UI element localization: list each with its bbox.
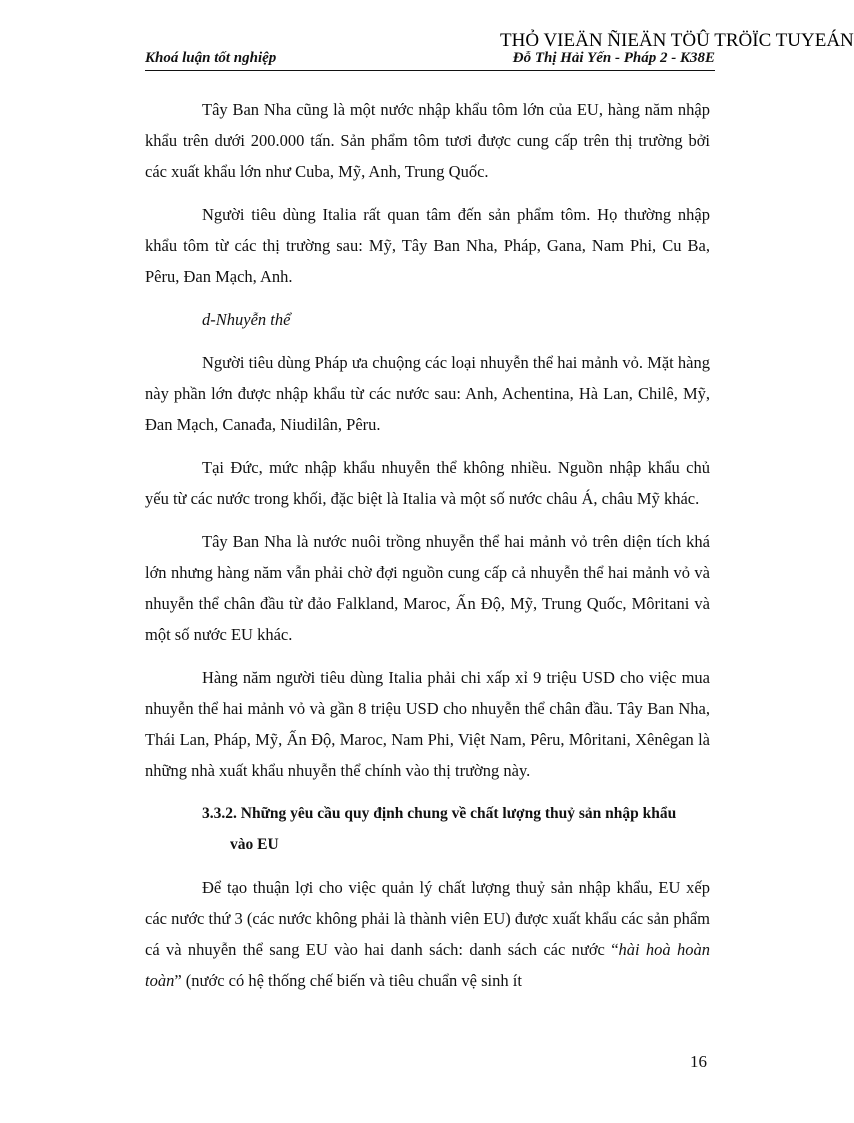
emphasis-text: hài hoà hoàn toàn	[145, 940, 711, 990]
paragraph	[145, 872, 710, 996]
paragraph: Hàng năm người tiêu dùng Italia phải chi xấp xỉ 9 triệu USD cho việc mua nhuyễn thể hai mảnh vỏ và gần 8 triệu USD cho nhuyễn thể chân đầu. Tây Ban Nha, Thái Lan, Pháp, Mỹ, Ấn Độ, Maroc, Nam Phi, Việt Nam, Pêru, Môritani, Xênêgan là những nhà xuất khẩu nhuyễn thể chính vào thị trường này.	[145, 668, 710, 780]
paragraph-text: ” (nước có hệ thống chế biến và tiêu chuẩn vệ sinh ít	[174, 971, 522, 990]
page-header	[145, 48, 715, 70]
header-right: Đỗ Thị Hải Yến - Pháp 2 - K38E	[512, 50, 715, 66]
header-left: Khoá luận tốt nghiệp	[145, 50, 277, 66]
subheading: d-Nhuyễn thể	[202, 310, 291, 329]
paragraph: Tây Ban Nha cũng là một nước nhập khẩu tôm lớn của EU, hàng năm nhập khẩu trên dưới 200.000 tấn. Sản phẩm tôm tươi được cung cấp trên thị trường bởi các xuất khẩu lớn như Cuba, Mỹ, Anh, Trung Quốc.	[145, 100, 710, 181]
page-number: 16	[690, 1052, 707, 1071]
section-heading-line1: 3.3.2. Những yêu cầu quy định chung về chất lượng thuỷ sản nhập khẩu	[202, 805, 677, 822]
watermark-text: THỎ VIEÄN ÑIEÄN TÖÛ TRÖÏC TUYEÁN	[500, 30, 854, 51]
header-divider	[145, 70, 715, 71]
paragraph: Người tiêu dùng Pháp ưa chuộng các loại nhuyễn thể hai mảnh vỏ. Mặt hàng này phần lớn được nhập khẩu từ các nước sau: Anh, Achentina, Hà Lan, Chilê, Mỹ, Đan Mạch, Canađa, Niudilân, Pêru.	[145, 353, 710, 434]
paragraph: Tây Ban Nha là nước nuôi trồng nhuyễn thể hai mảnh vỏ trên diện tích khá lớn nhưng hàng năm vẫn phải chờ đợi nguồn cung cấp cả nhuyễn thể hai mảnh vỏ và nhuyễn thể chân đầu từ đảo Falkland, Maroc, Ấn Độ, Mỹ, Trung Quốc, Môritani và một số nước EU khác.	[145, 532, 710, 644]
paragraph: Người tiêu dùng Italia rất quan tâm đến sản phẩm tôm. Họ thường nhập khẩu tôm từ các thị trường sau: Mỹ, Tây Ban Nha, Pháp, Gana, Nam Phi, Cu Ba, Pêru, Đan Mạch, Anh.	[145, 205, 710, 286]
page-body	[145, 94, 710, 1008]
section-heading	[145, 798, 710, 860]
paragraph-text: Để tạo thuận lợi cho việc quản lý chất lượng thuỷ sản nhập khẩu, EU xếp các nước thứ 3 (các nước không phải là thành viên EU) được xuất khẩu các sản phẩm cá và nhuyễn thể sang EU vào hai danh sách: danh sách các nước “	[145, 878, 710, 959]
section-heading-line2: vào EU	[230, 836, 279, 853]
paragraph: Tại Đức, mức nhập khẩu nhuyễn thể không nhiều. Nguồn nhập khẩu chủ yếu từ các nước trong khối, đặc biệt là Italia và một số nước châu Á, châu Mỹ khác.	[145, 458, 710, 508]
